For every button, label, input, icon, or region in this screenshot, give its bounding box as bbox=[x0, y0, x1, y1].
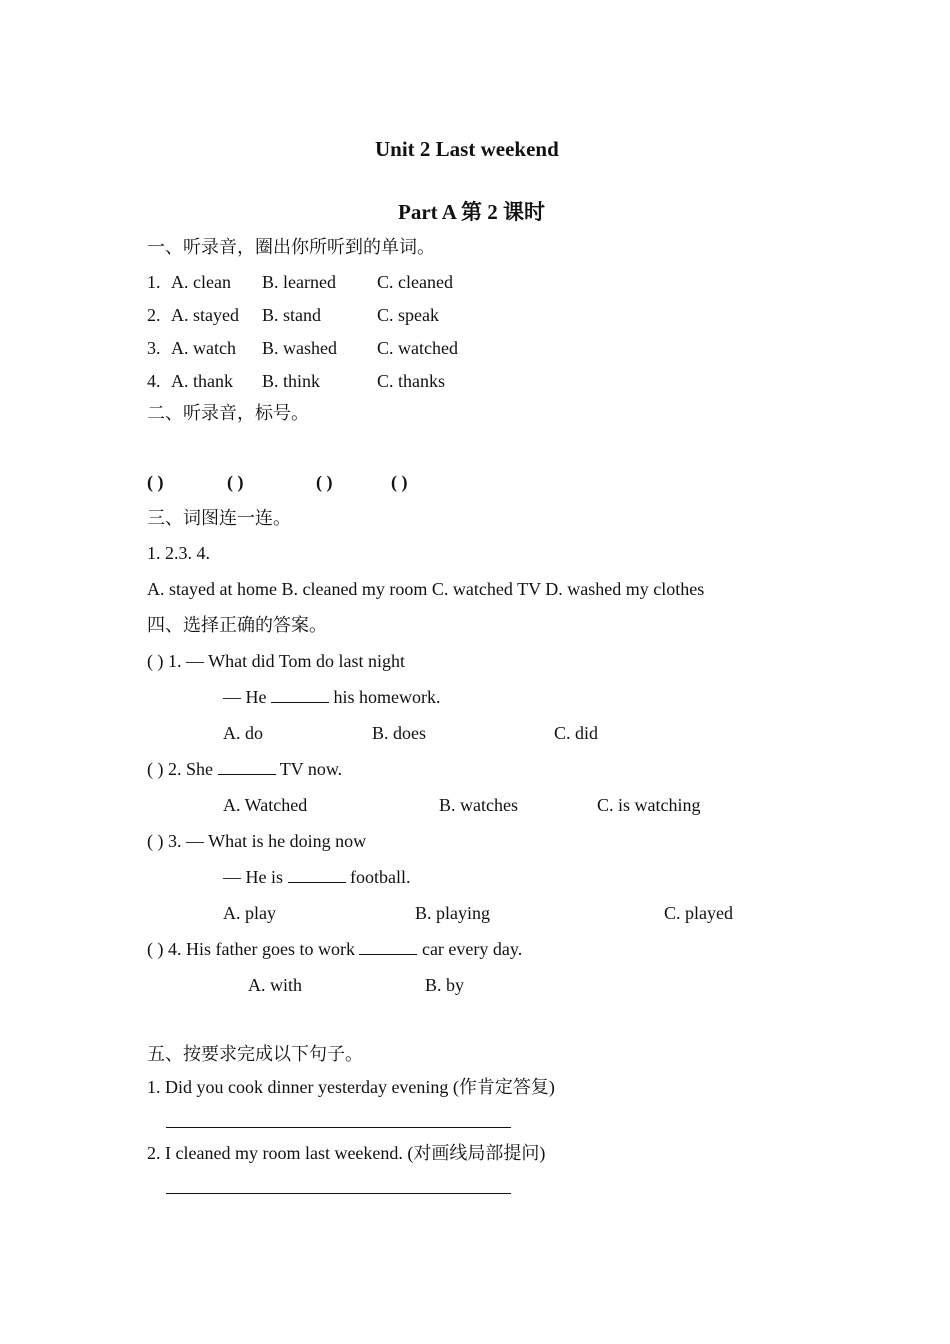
option-b[interactable]: B. stand bbox=[262, 305, 322, 325]
question-line2 bbox=[223, 686, 441, 708]
option-b[interactable]: B. learned bbox=[262, 272, 336, 292]
line-text: ( ) 4. His father goes to work bbox=[147, 939, 355, 959]
option-a[interactable]: A. do bbox=[223, 723, 263, 743]
page-title: Unit 2 Last weekend bbox=[375, 137, 559, 161]
line-text: TV now. bbox=[279, 759, 343, 779]
option-a[interactable]: A. Watched bbox=[223, 795, 308, 815]
answer-bracket-3[interactable]: ( ) bbox=[316, 472, 333, 492]
option-a[interactable]: A. clean bbox=[171, 272, 231, 292]
section5-question-1: 1. Did you cook dinner yesterday evening (作肯定答复) bbox=[147, 1077, 555, 1097]
option-b[interactable]: B. think bbox=[262, 371, 321, 391]
option-a[interactable]: A. with bbox=[248, 975, 302, 995]
item-number: 2. bbox=[147, 305, 161, 325]
option-a[interactable]: A. thank bbox=[171, 371, 233, 391]
line-text: — He bbox=[223, 687, 267, 707]
option-b[interactable]: B. by bbox=[425, 975, 465, 995]
answer-line-1[interactable] bbox=[166, 1127, 511, 1128]
section2-heading: 二、听录音，标号。 bbox=[147, 403, 309, 423]
option-c[interactable]: C. thanks bbox=[377, 371, 446, 391]
fill-blank[interactable] bbox=[359, 938, 417, 955]
section3-options: A. stayed at home B. cleaned my room C. watched TV D. washed my clothes bbox=[147, 579, 705, 599]
answer-line-2[interactable] bbox=[166, 1193, 511, 1194]
line-text: football. bbox=[350, 867, 411, 887]
option-a[interactable]: A. stayed bbox=[171, 305, 239, 325]
page-subtitle: Part A 第 2 课时 bbox=[398, 200, 545, 224]
option-c[interactable]: C. speak bbox=[377, 305, 439, 325]
item-number: 4. bbox=[147, 371, 161, 391]
answer-bracket-4[interactable]: ( ) bbox=[391, 472, 408, 492]
section4-heading: 四、选择正确的答案。 bbox=[147, 615, 327, 635]
question-stem: ( ) 3. — What is he doing now bbox=[147, 831, 367, 851]
option-b[interactable]: B. does bbox=[372, 723, 426, 743]
option-c[interactable]: C. played bbox=[664, 903, 733, 923]
section3-heading: 三、词图连一连。 bbox=[147, 508, 291, 528]
section3-picture-numbers: 1. 2.3. 4. bbox=[147, 543, 210, 563]
item-number: 3. bbox=[147, 338, 161, 358]
fill-blank[interactable] bbox=[218, 758, 276, 775]
fill-blank[interactable] bbox=[271, 686, 329, 703]
answer-bracket-2[interactable]: ( ) bbox=[227, 472, 244, 492]
question-stem bbox=[147, 938, 522, 960]
option-a[interactable]: A. play bbox=[223, 903, 276, 923]
option-c[interactable]: C. cleaned bbox=[377, 272, 453, 292]
section5-question-2: 2. I cleaned my room last weekend. (对画线局部提问) bbox=[147, 1143, 546, 1163]
option-b[interactable]: B. watches bbox=[439, 795, 518, 815]
question-stem bbox=[147, 758, 342, 780]
line-text: — He is bbox=[223, 867, 283, 887]
option-c[interactable]: C. is watching bbox=[597, 795, 701, 815]
question-line2 bbox=[223, 866, 411, 888]
line-text: car every day. bbox=[421, 939, 523, 959]
option-b[interactable]: B. washed bbox=[262, 338, 337, 358]
option-c[interactable]: C. did bbox=[554, 723, 599, 743]
item-number: 1. bbox=[147, 272, 161, 292]
option-b[interactable]: B. playing bbox=[415, 903, 490, 923]
line-text: ( ) 2. She bbox=[147, 759, 213, 779]
option-a[interactable]: A. watch bbox=[171, 338, 236, 358]
line-text: his homework. bbox=[333, 687, 441, 707]
section1-heading: 一、听录音，圈出你所听到的单词。 bbox=[147, 237, 435, 257]
fill-blank[interactable] bbox=[288, 866, 346, 883]
question-stem: ( ) 1. — What did Tom do last night bbox=[147, 651, 406, 671]
answer-bracket-1[interactable]: ( ) bbox=[147, 472, 164, 492]
section5-heading: 五、按要求完成以下句子。 bbox=[147, 1044, 363, 1064]
option-c[interactable]: C. watched bbox=[377, 338, 458, 358]
